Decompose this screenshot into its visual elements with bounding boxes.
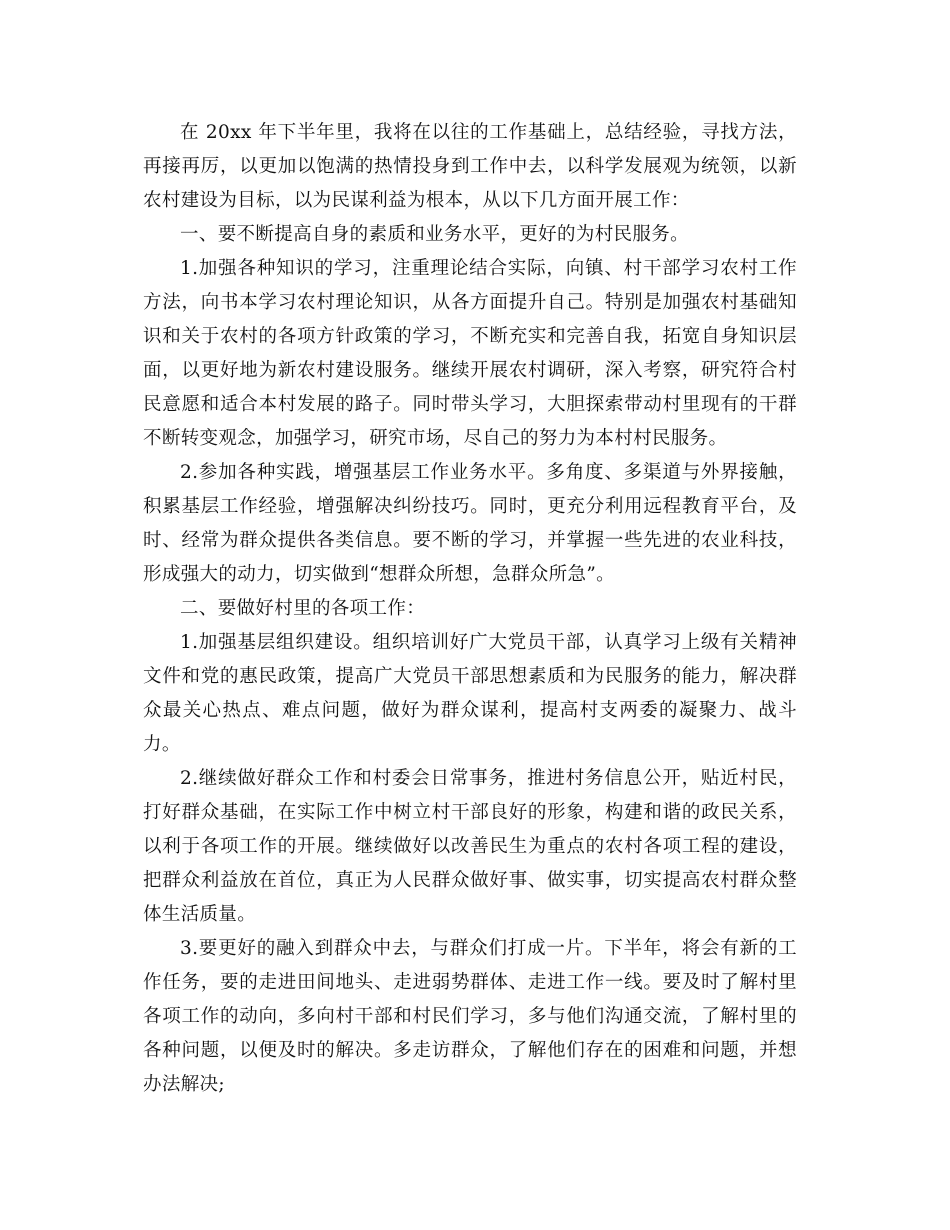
paragraph-2-2: 2.继续做好群众工作和村委会日常事务，推进村务信息公开，贴近村民，打好群众基础，在实际工作中树立村干部良好的形象，构建和谐的政民关系，以利于各项工作的开展。继续做好以改善民生为重点的农村各项工程的建设，把群众利益放在首位，真正为人民群众做好事、做实事，切实提高农村群众整体生活质量。 <box>143 768 797 925</box>
paragraph-1-1: 1.加强各种知识的学习，注重理论结合实际，向镇、村干部学习农村工作方法，向书本学习农村理论知识，从各方面提升自己。特别是加强农村基础知识和关于农村的各项方针政策的学习，不断充实和完善自我，拓宽自身知识层面，以更好地为新农村建设服务。继续开展农村调研，深入考察，研究符合村民意愿和适合本村发展的路子。同时带头学习，大胆探索带动村里现有的干群不断转变观念，加强学习，研究市场，尽自己的努力为本村村民服务。 <box>143 258 797 449</box>
paragraph-2-3: 3.要更好的融入到群众中去，与群众们打成一片。下半年，将会有新的工作任务，要的走进田间地头、走进弱势群体、走进工作一线。要及时了解村里各项工作的动向，多向村干部和村民们学习，多与他们沟通交流，了解村里的各种问题，以便及时的解决。多走访群众，了解他们存在的困难和问题，并想办法解决; <box>143 938 797 1095</box>
paragraph-1-2: 2.参加各种实践，增强基层工作业务水平。多角度、多渠道与外界接触，积累基层工作经验，增强解决纠纷技巧。同时，更充分利用远程教育平台，及时、经常为群众提供各类信息。要不断的学习，并掌握一些先进的农业科技，形成强大的动力，切实做到“想群众所想，急群众所急”。 <box>143 462 797 585</box>
section-heading-2: 二、要做好村里的各项工作： <box>180 598 426 619</box>
paragraph-2-1: 1.加强基层组织建设。组织培训好广大党员干部，认真学习上级有关精神文件和党的惠民政策，提高广大党员干部思想素质和为民服务的能力，解决群众最关心热点、难点问题，做好为群众谋利，提高村支两委的凝聚力、战斗力。 <box>143 632 797 755</box>
paragraph-intro: 在 20xx 年下半年里，我将在以往的工作基础上，总结经验，寻找方法，再接再厉，以更加以饱满的热情投身到工作中去，以科学发展观为统领，以新农村建设为目标，以为民谋利益为根本，从以下几方面开展工作： <box>143 122 797 211</box>
document-body <box>143 116 797 1102</box>
section-heading-1: 一、要不断提高自身的素质和业务水平，更好的为村民服务。 <box>180 224 689 245</box>
